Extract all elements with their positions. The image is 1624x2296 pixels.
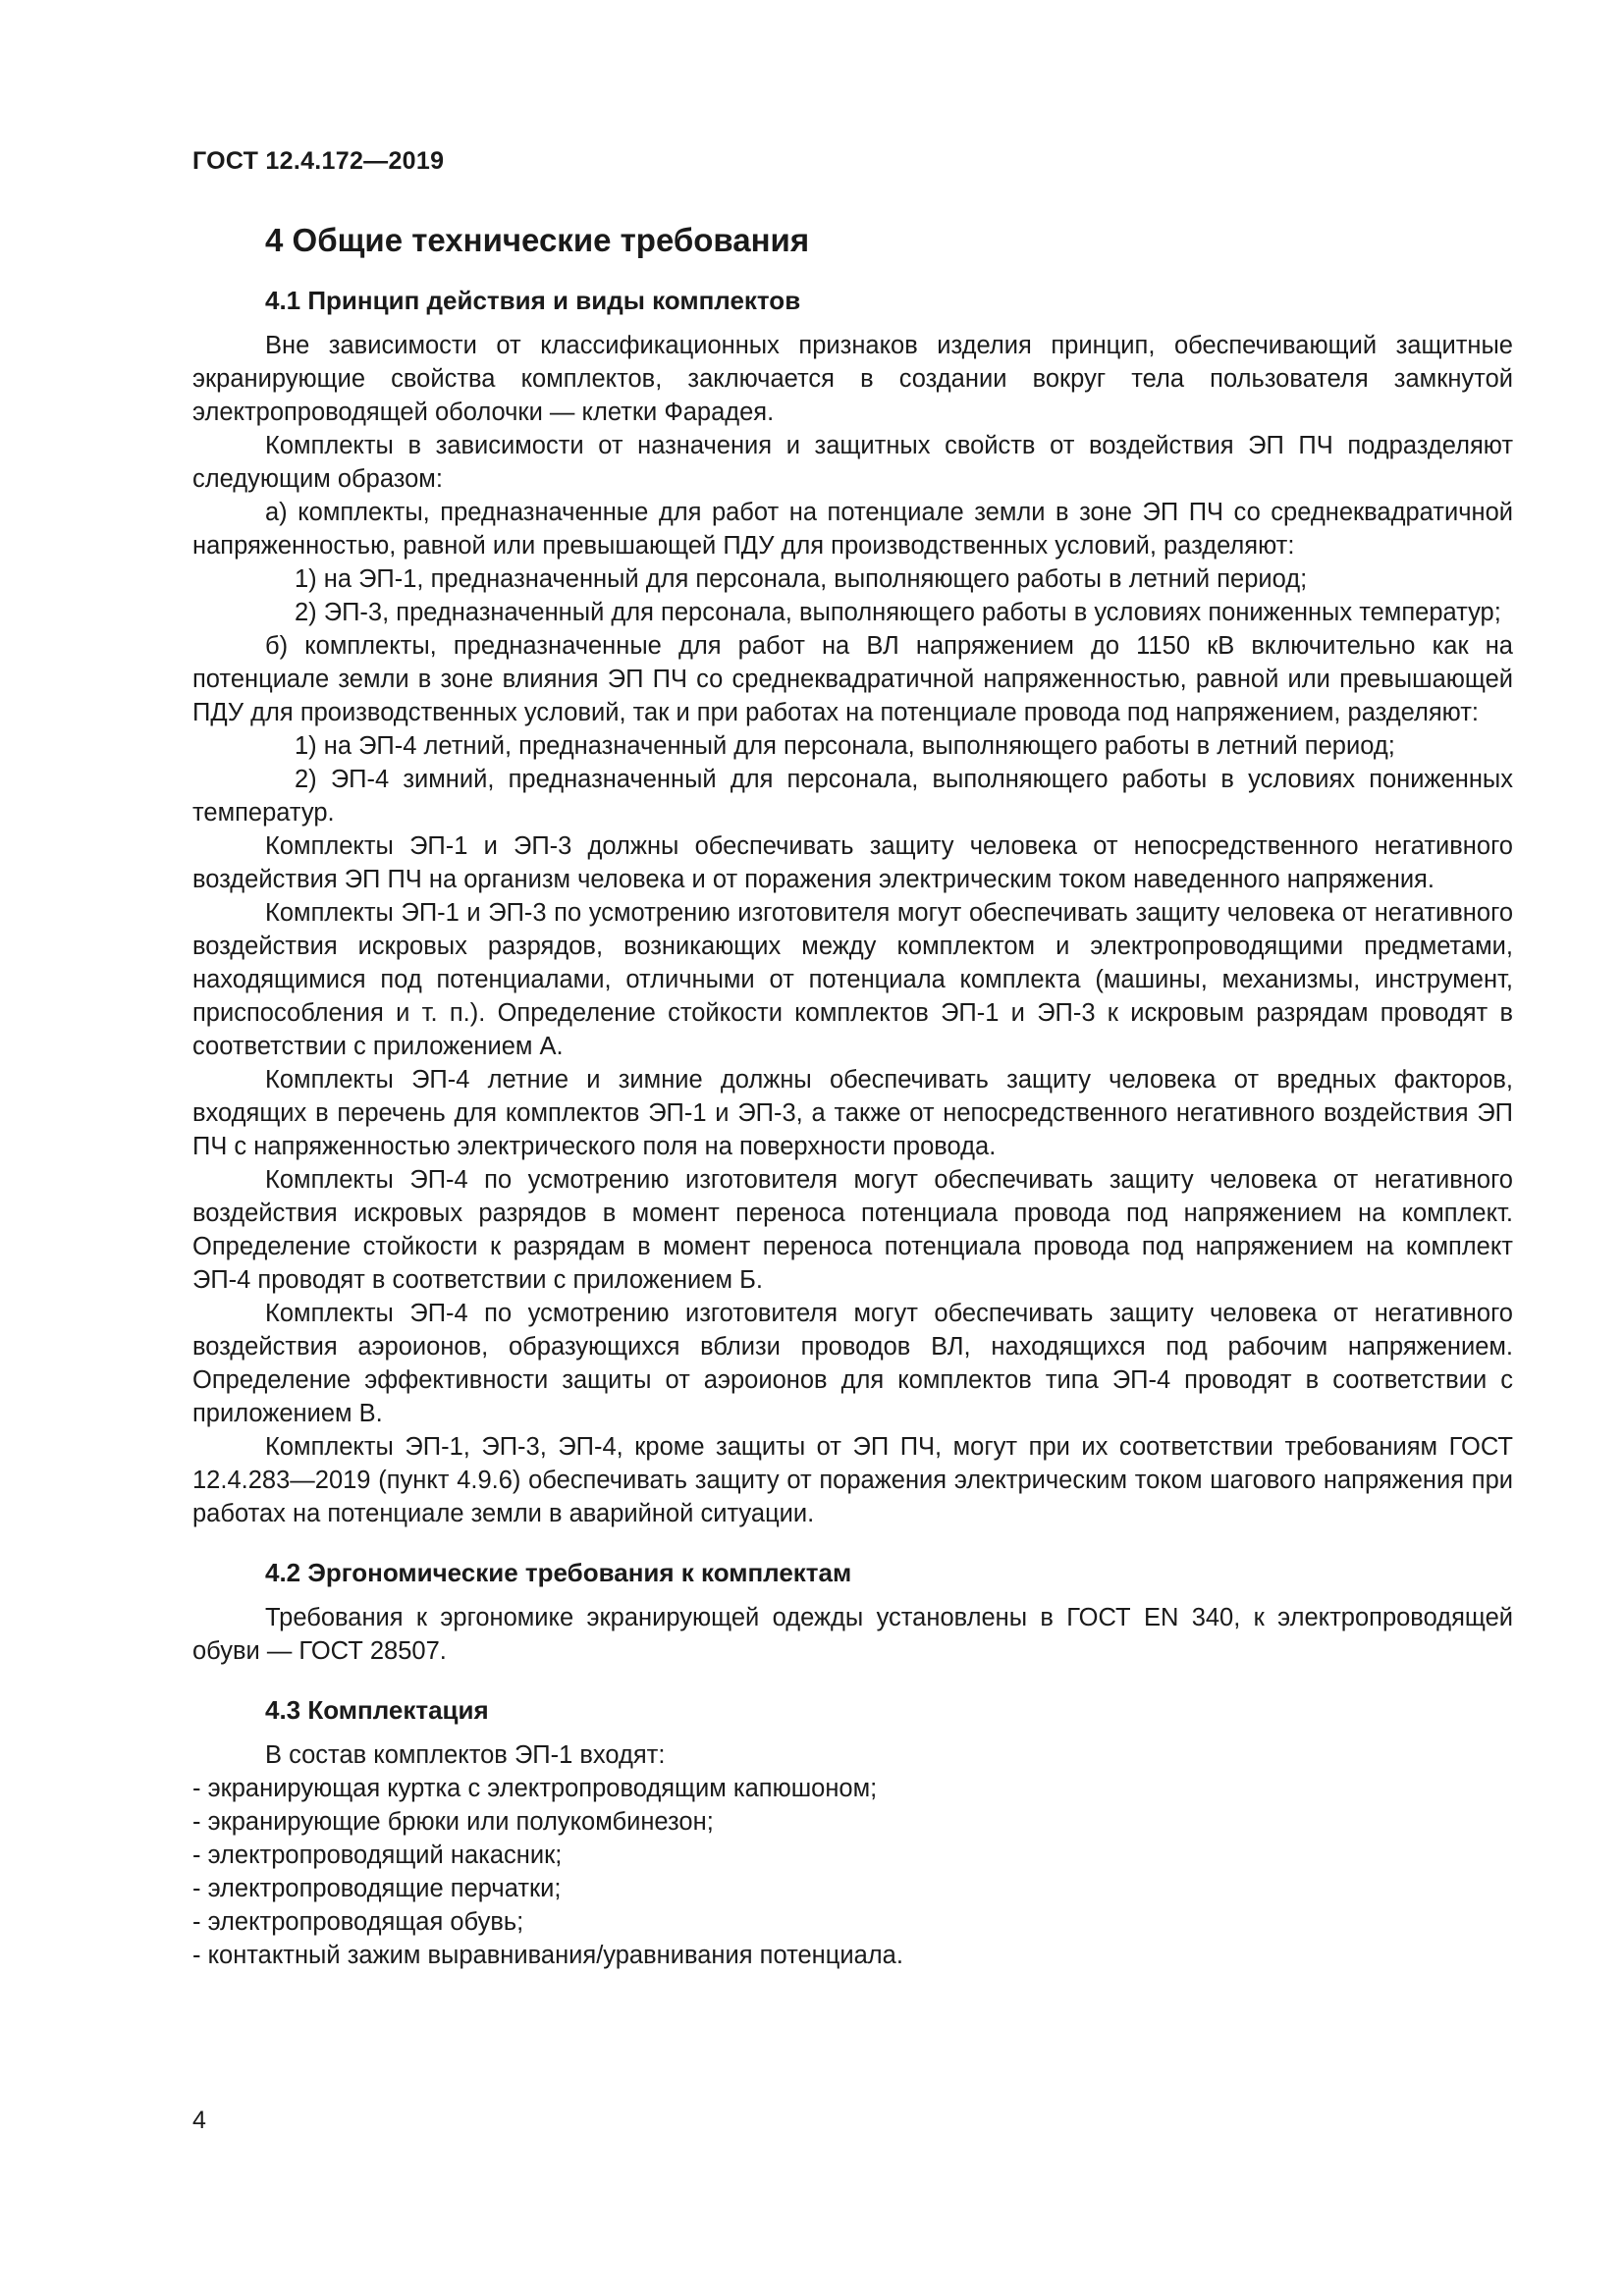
list-subitem: 1) на ЭП-1, предназначенный для персонала, выполняющего работы в летний период; bbox=[295, 565, 1308, 593]
component-list bbox=[192, 1772, 1513, 1972]
paragraph: Комплекты ЭП-1 и ЭП-3 должны обеспечивать защиту человека от непосредственного негативного воздействия ЭП ПЧ на организм человека и от поражения электрическим током наведенного напряжения. bbox=[192, 832, 1513, 893]
list-item-b: б) комплекты, предназначенные для работ на ВЛ напряжением до 1150 кВ включительно как на потенциале земли в зоне влияния ЭП ПЧ со среднеквадратичной напряженностью, равной или превышающей ПДУ для производственных условий, так и при работах на потенциале провода под напряжением, разделяют: bbox=[192, 632, 1513, 726]
paragraph: Комплекты ЭП-4 по усмотрению изготовителя могут обеспечивать защиту человека от негативного воздействия аэроионов, образующихся вблизи проводов ВЛ, находящихся под рабочим напряжением. Определение эффективности защиты от аэроионов для комплектов типа ЭП-4 проводят в соответствии с приложением В. bbox=[192, 1300, 1513, 1427]
paragraph: Вне зависимости от классификационных признаков изделия принцип, обеспечивающий защитные экранирующие свойства комплектов, заключается в создании вокруг тела пользователя замкнутой электропроводящей оболочки — клетки Фарадея. bbox=[192, 332, 1513, 426]
list-intro: В состав комплектов ЭП-1 входят: bbox=[265, 1741, 666, 1769]
document-code: ГОСТ 12.4.172—2019 bbox=[192, 147, 445, 175]
list-subitem: 1) на ЭП-4 летний, предназначенный для персонала, выполняющего работы в летний период; bbox=[295, 732, 1395, 760]
paragraph: Комплекты ЭП-1 и ЭП-3 по усмотрению изготовителя могут обеспечивать защиту человека от негативного воздействия искровых разрядов, возникающих между комплектом и электропроводящими предметами, находящимися под потенциалами, отличными от потенциала комплекта (машины, механизмы, инструмент, приспособления и т. п.). Определение стойкости комплектов ЭП-1 и ЭП-3 к искровым разрядам проводят в соответствии с приложением А. bbox=[192, 899, 1513, 1060]
list-subitem: 2) ЭП-4 зимний, предназначенный для персонала, выполняющего работы в условиях пониженных температур. bbox=[192, 766, 1513, 827]
list-item: - электропроводящие перчатки; bbox=[192, 1875, 562, 1902]
subsection-title-4-1: 4.1 Принцип действия и виды комплектов bbox=[265, 286, 801, 315]
page-content bbox=[192, 221, 1513, 1972]
list-item-a: а) комплекты, предназначенные для работ на потенциале земли в зоне ЭП ПЧ со среднеквадратичной напряженностью, равной или превышающей ПДУ для производственных условий, разделяют: bbox=[192, 499, 1513, 560]
section-title: 4 Общие технические требования bbox=[265, 222, 810, 258]
paragraph: Комплекты ЭП-4 по усмотрению изготовителя могут обеспечивать защиту человека от негативного воздействия искровых разрядов в момент переноса потенциала провода под напряжением на комплект. Определение стойкости к разрядам в момент переноса потенциала провода под напряжением на комплект ЭП-4 проводят в соответствии с приложением Б. bbox=[192, 1166, 1513, 1294]
list-item: - экранирующая куртка с электропроводящим капюшоном; bbox=[192, 1775, 878, 1802]
paragraph: Требования к эргономике экранирующей одежды установлены в ГОСТ EN 340, к электропроводящей обуви — ГОСТ 28507. bbox=[192, 1604, 1513, 1665]
paragraph: Комплекты ЭП-1, ЭП-3, ЭП-4, кроме защиты от ЭП ПЧ, могут при их соответствии требованиям ГОСТ 12.4.283—2019 (пункт 4.9.6) обеспечивать защиту от поражения электрическим током шагового напряжения при работах на потенциале земли в аварийной ситуации. bbox=[192, 1433, 1513, 1527]
subsection-title-4-3: 4.3 Комплектация bbox=[265, 1695, 489, 1725]
list-subitem: 2) ЭП-3, предназначенный для персонала, выполняющего работы в условиях пониженных температур; bbox=[295, 599, 1501, 626]
paragraph: Комплекты ЭП-4 летние и зимние должны обеспечивать защиту человека от вредных факторов, входящих в перечень для комплектов ЭП-1 и ЭП-3, а также от непосредственного негативного воздействия ЭП ПЧ с напряженностью электрического поля на поверхности провода. bbox=[192, 1066, 1513, 1160]
list-item: - электропроводящий накасник; bbox=[192, 1842, 563, 1869]
subsection-title-4-2: 4.2 Эргономические требования к комплектам bbox=[265, 1558, 852, 1587]
list-item: - электропроводящая обувь; bbox=[192, 1908, 524, 1936]
list-item: - контактный зажим выравнивания/уравнивания потенциала. bbox=[192, 1942, 903, 1969]
list-item: - экранирующие брюки или полукомбинезон; bbox=[192, 1808, 714, 1836]
page-number: 4 bbox=[192, 2107, 206, 2134]
paragraph: Комплекты в зависимости от назначения и защитных свойств от воздействия ЭП ПЧ подразделяют следующим образом: bbox=[192, 432, 1513, 493]
